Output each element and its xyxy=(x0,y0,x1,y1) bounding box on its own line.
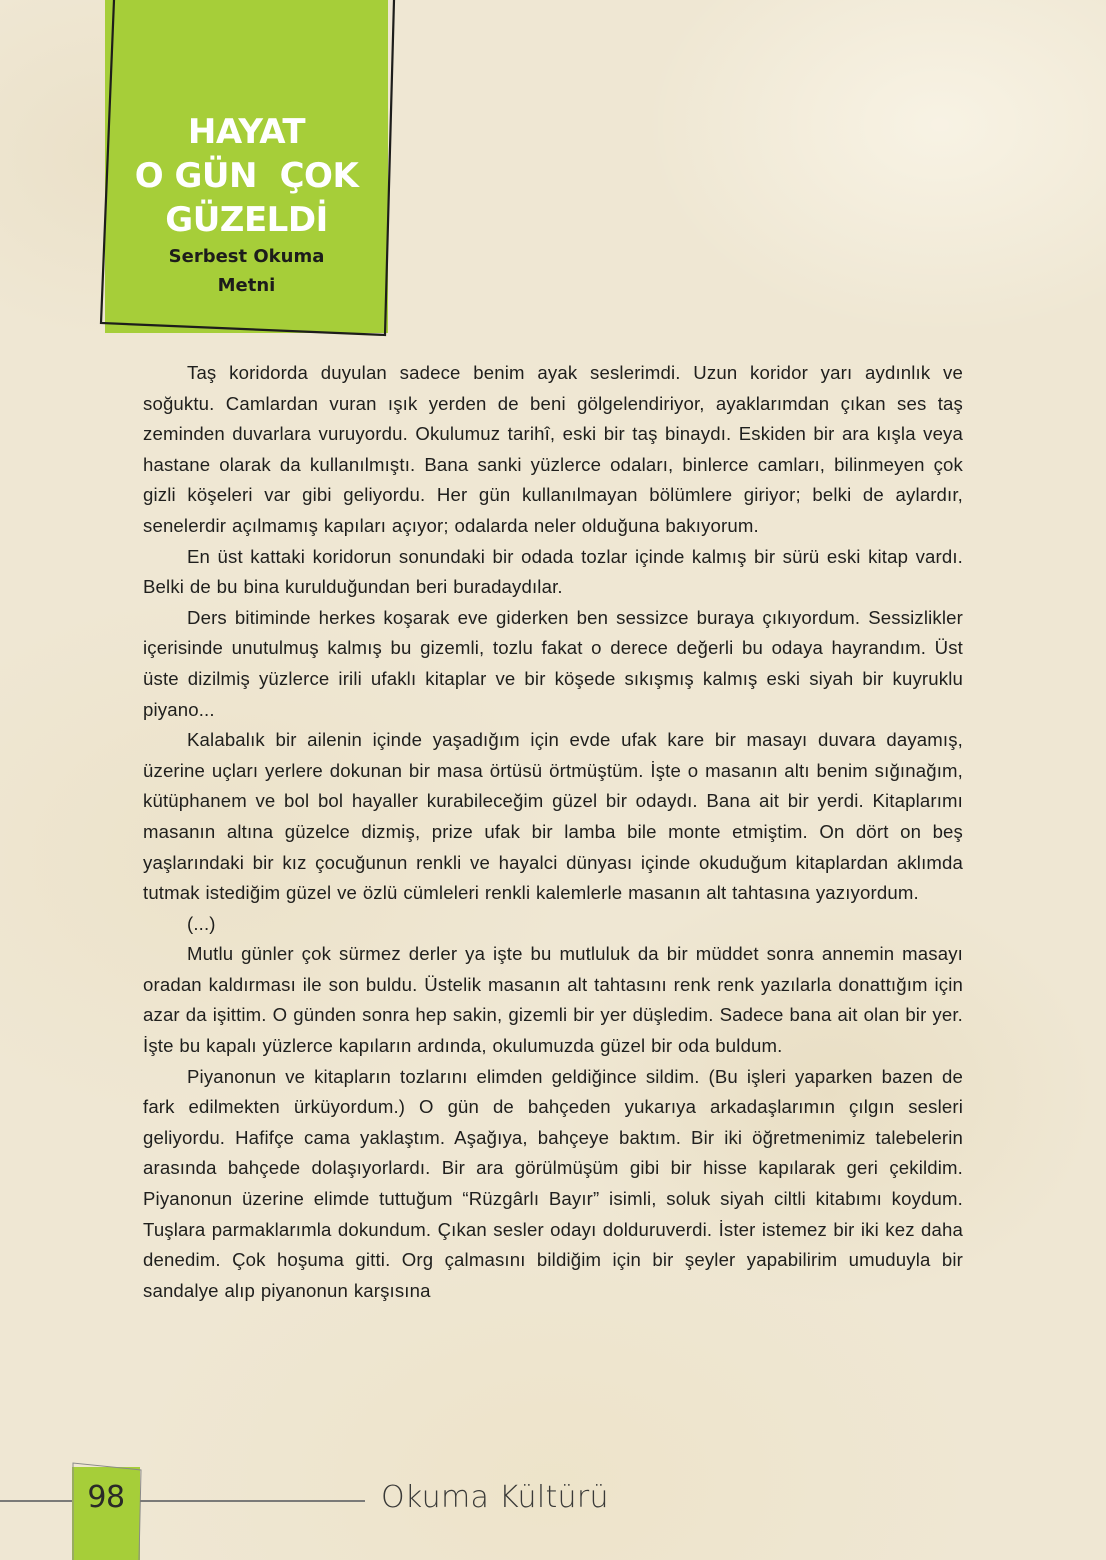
paragraph: Piyanonun ve kitapların tozlarını elimden geldiğince sildim. (Bu işleri yaparken bazen de fark edilmekten ürküyordum.) O gün de bahçeden yukarıya arkadaşlarımın çılgın sesleri geliyordu. Hafifçe cama yaklaştım. Aşağıya, bahçeye baktım. Bir iki öğretmenimiz talebelerin arasında bahçede dolaşıyorlardı. Bir ara görülmüşüm gibi bir hisse kapılarak geri çekildim. Piyanonun üzerine elimde tuttuğum “Rüzgârlı Bayır” isimli, soluk siyah ciltli kitabımı koydum. Tuşlara parmaklarımla dokundum. Çıkan sesler odayı dolduruverdi. İster istemez bir iki kez daha denedim. Çok hoşuma gitti. Org çalmasını bildiğim için bir şeyler yapabilirim umuduyla bir sandalye alıp piyanonun karşısına xyxy=(143,1065,963,1301)
footer-rule-left xyxy=(0,1500,72,1502)
footer-rule-right xyxy=(140,1500,365,1502)
page-number: 98 xyxy=(87,1480,125,1515)
article-title-line-2: O GÜN ÇOK xyxy=(134,156,359,196)
article-subtitle-line-1: Serbest Okuma xyxy=(168,246,325,267)
paragraph-ellipsis: (...) xyxy=(187,912,216,934)
article-title-line-3: GÜZELDİ xyxy=(165,200,328,240)
book-title: Okuma Kültürü xyxy=(381,1480,609,1515)
article-subtitle-line-2: Metni xyxy=(217,275,276,296)
article-body xyxy=(143,358,963,1306)
paragraph: Ders bitiminde herkes koşarak eve giderken ben sessizce buraya çıkıyordum. Sessizlikler içerisinde unutulmuş kalmış bu gizemli, tozlu fakat o derece değerli bu odaya hayrandım. Üst üste dizilmiş yüzlerce irili ufaklı kitaplar ve bir köşede sıkışmış kalmış eski siyah bir kuyruklu piyano... xyxy=(143,606,963,720)
paragraph: Mutlu günler çok sürmez derler ya işte bu mutluluk da bir müddet sonra annemin masayı oradan kaldırması ile son buldu. Üstelik masanın alt tahtasını renk renk yazılarla donattığım için azar da işittim. O günden sonra hep sakin, gizemli bir yer düşledim. Sadece bana ait olan bir yer. İşte bu kapalı yüzlerce kapıların ardında, okulumuzda güzel bir oda buldum. xyxy=(143,943,963,1057)
article-title-line-1: HAYAT xyxy=(187,112,306,152)
title-block xyxy=(105,110,388,300)
paragraph: Taş koridorda duyulan sadece benim ayak seslerimdi. Uzun koridor yarı aydınlık ve soğuktu. Camlardan vuran ışık yerden de beni gölgelendiriyor, ayaklarımdan çıkan ses taş zeminden duvarlara vuruyordu. Okulumuz tarihî, eski bir taş binaydı. Eskiden bir ara kışla veya hastane olarak da kullanılmıştı. Bana sanki yüzlerce odaları, binlerce camları, bilinmeyen çok gizli köşeleri var gibi geliyordu. Her gün kullanılmayan bölümlere giriyor; belki de aylardır, senelerdir açılmamış kapıları açıyor; odalarda neler olduğuna bakıyorum. xyxy=(143,362,963,536)
paragraph: En üst kattaki koridorun sonundaki bir odada tozlar içinde kalmış bir sürü eski kitap vardı. Belki de bu bina kurulduğundan beri buradaydılar. xyxy=(143,545,963,598)
paragraph: Kalabalık bir ailenin içinde yaşadığım için evde ufak kare bir masayı duvara dayamış, üzerine uçları yerlere dokunan bir masa örtüsü örtmüştüm. İşte o masanın altı benim sığınağım, kütüphanem ve bol bol hayaller kurabileceğim güzel bir odaydı. Bana ait bir yerdi. Kitaplarımı masanın altına güzelce dizmiş, prize ufak bir lamba bile monte etmiştim. On dört on beş yaşlarındaki bir kız çocuğunun renkli ve hayalci dünyası içinde okuduğum kitaplardan aklımda tutmak istediğim güzel ve özlü cümleleri renkli kalemlerle masanın alt tahtasına yazıyordum. xyxy=(143,729,963,904)
